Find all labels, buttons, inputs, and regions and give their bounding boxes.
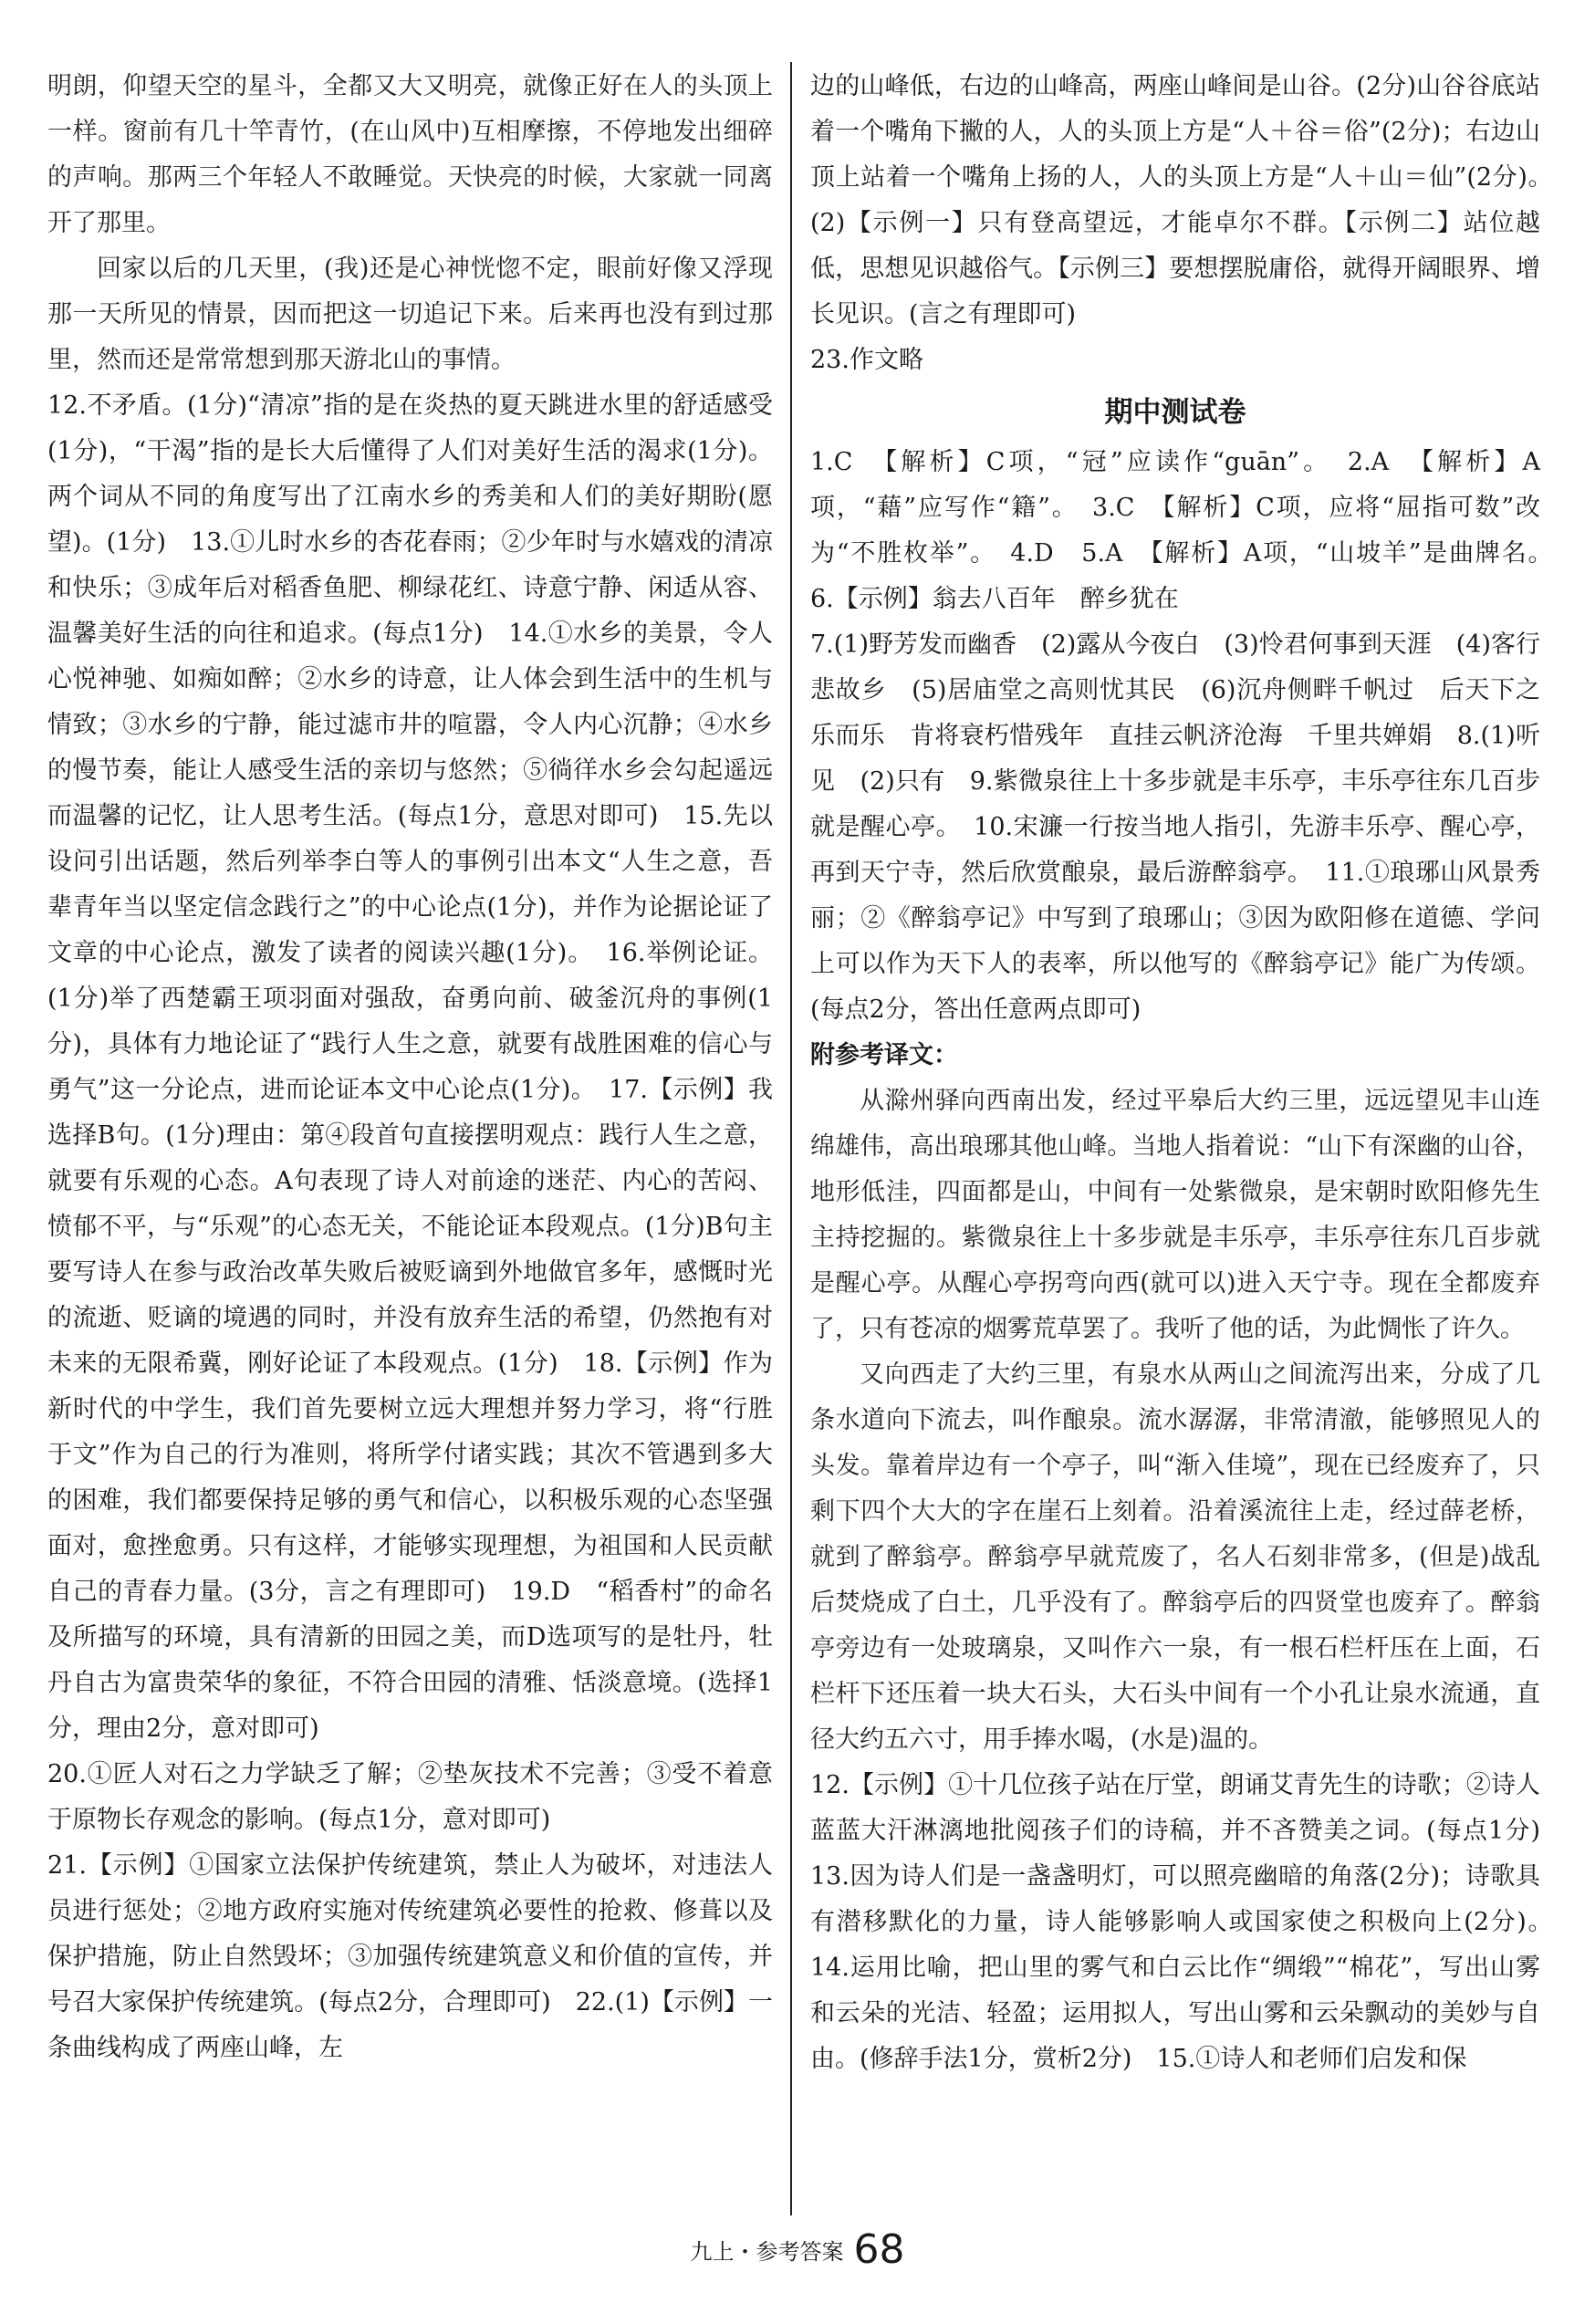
right-column	[810, 64, 1565, 2213]
answer-paragraph: 20.①匠人对石之力学缺乏了解；②垫灰技术不完善；③受不着意于原物长存观念的影响。(每点1分，意对即可)	[47, 1760, 773, 1834]
footer-label: 九上・参考答案	[690, 2239, 844, 2265]
translation-paragraph: 明朗，仰望天空的星斗，全都又大又明亮，就像正好在人的头顶上一样。窗前有几十竿青竹，(在山风中)互相摩擦，不停地发出细碎的声响。那两三个年轻人不敢睡觉。天快亮的时候，大家就一同离开了那里。	[47, 72, 773, 237]
column-divider	[790, 62, 792, 2215]
translation-paragraph: 回家以后的几天里，(我)还是心神恍惚不定，眼前好像又浮现那一天所见的情景，因而把这一切追记下来。后来再也没有到过那里，然而还是常常想到那天游北山的事情。	[47, 255, 773, 374]
answer-paragraph: 12.不矛盾。(1分)“清凉”指的是在炎热的夏天跳进水里的舒适感受(1分)，“干渴”指的是长大后懂得了人们对美好生活的渴求(1分)。两个词从不同的角度写出了江南水乡的秀美和人们的美好期盼(愿望)。(1分) 13.①儿时水乡的杏花春雨；②少年时与水嬉戏的清凉和快乐；③成年后对稻香鱼肥、柳绿花红、诗意宁静、闲适从容、温馨美好生活的向往和追求。(每点1分) 14.①水乡的美景，令人心悦神驰、如痴如醉；②水乡的诗意，让人体会到生活中的生机与情致；③水乡的宁静，能过滤市井的喧嚣，令人内心沉静；④水乡的慢节奏，能让人感受生活的亲切与悠然；⑤徜徉水乡会勾起遥远而温馨的记忆，让人思考生活。(每点1分，意思对即可) 15.先以设问引出话题，然后列举李白等人的事例引出本文“人生之意，吾辈青年当以坚定信念践行之”的中心论点(1分)，并作为论据论证了文章的中心论点，激发了读者的阅读兴趣(1分)。 16.举例论证。(1分)举了西楚霸王项羽面对强敌，奋勇向前、破釜沉舟的事例(1分)，具体有力地论证了“践行人生之意，就要有战胜困难的信心与勇气”这一分论点，进而论证本文中心论点(1分)。 17.【示例】我选择B句。(1分)理由：第④段首句直接摆明观点：践行人生之意，就要有乐观的心态。A句表现了诗人对前途的迷茫、内心的苦闷、愤郁不平，与“乐观”的心态无关，不能论证本段观点。(1分)B句主要写诗人在参与政治改革失败后被贬谪到外地做官多年，感慨时光的流逝、贬谪的境遇的同时，并没有放弃生活的希望，仍然抱有对未来的无限希冀，刚好论证了本段观点。(1分) 18.【示例】作为新时代的中学生，我们首先要树立远大理想并努力学习，将“行胜于文”作为自己的行为准则，将所学付诸实践；其次不管遇到多大的困难，我们都要保持足够的勇气和信心，以积极乐观的心态坚强面对，愈挫愈勇。只有这样，才能够实现理想，为祖国和人民贡献自己的青春力量。(3分，言之有理即可) 19.D “稻香村”的命名及所描写的环境，具有清新的田园之美，而D选项写的是牡丹，牡丹自古为富贵荣华的象征，不符合田园的清雅、恬淡意境。(选择1分，理由2分，意对即可)	[47, 391, 773, 1743]
answer-paragraph: 21.【示例】①国家立法保护传统建筑，禁止人为破坏，对违法人员进行惩处；②地方政府实施对传统建筑必要性的抢救、修葺以及保护措施，防止自然毁坏；③加强传统建筑意义和价值的宣传，并号召大家保护传统建筑。(每点2分，合理即可) 22.(1)【示例】一条曲线构成了两座山峰，左	[47, 1851, 773, 2062]
section-title: 期中测试卷	[1104, 396, 1246, 429]
answer-paragraph: 1.C 【解析】C项，“冠”应读作“guān”。 2.A 【解析】A项，“藉”应写作“籍”。 3.C 【解析】C项，应将“屈指可数”改为“不胜枚举”。 4.D 5.A 【解析】A项，“山坡羊”是曲牌名。 6.【示例】翁去八百年 醉乡犹在	[810, 448, 1565, 613]
answer-paragraph: 12.【示例】①十几位孩子站在厅堂，朗诵艾青先生的诗歌；②诗人蓝蓝大汗淋漓地批阅孩子们的诗稿，并不吝赞美之词。(每点1分) 13.因为诗人们是一盏盏明灯，可以照亮幽暗的角落(2分)；诗歌具有潜移默化的力量，诗人能够影响人或国家使之积极向上(2分)。 14.运用比喻，把山里的雾气和白云比作“绸缎”“棉花”，写出山雾和云朵的光洁、轻盈；运用拟人，写出山雾和云朵飘动的美妙与自由。(修辞手法1分，赏析2分) 15.①诗人和老师们启发和保	[810, 1771, 1565, 2073]
left-column	[47, 64, 773, 2213]
translation-paragraph: 又向西走了大约三里，有泉水从两山之间流泻出来，分成了几条水道向下流去，叫作酿泉。流水潺潺，非常清澈，能够照见人的头发。靠着岸边有一个亭子，叫“渐入佳境”，现在已经废弃了，只剩下四个大大的字在崖石上刻着。沿着溪流往上走，经过薛老桥，就到了醉翁亭。醉翁亭早就荒废了，名人石刻非常多，(但是)战乱后焚烧成了白土，几乎没有了。醉翁亭后的四贤堂也废弃了。醉翁亭旁边有一处玻璃泉，又叫作六一泉，有一根石栏杆压在上面，石栏杆下还压着一块大石头，大石头中间有一个小孔让泉水流通，直径大约五六寸，用手捧水喝，(水是)温的。	[810, 1360, 1540, 1754]
answer-paragraph: 边的山峰低，右边的山峰高，两座山峰间是山谷。(2分)山谷谷底站着一个嘴角下撇的人，人的头顶上方是“人＋谷＝俗”(2分)；右边山顶上站着一个嘴角上扬的人，人的头顶上方是“人＋山＝仙”(2分)。 (2)【示例一】只有登高望远，才能卓尔不群。【示例二】站位越低，思想见识越俗气。【示例三】要想摆脱庸俗，就得开阔眼界、增长见识。(言之有理即可)	[810, 72, 1565, 328]
translation-paragraph: 从滁州驿向西南出发，经过平皋后大约三里，远远望见丰山连绵雄伟，高出琅琊其他山峰。当地人指着说：“山下有深幽的山谷，地形低洼，四面都是山，中间有一处紫微泉，是宋朝时欧阳修先生主持挖掘的。紫微泉往上十多步就是丰乐亭，丰乐亭往东几百步就是醒心亭。从醒心亭拐弯向西(就可以)进入天宁寺。现在全都废弃了，只有苍凉的烟雾荒草罢了。我听了他的话，为此惆怅了许久。	[810, 1087, 1540, 1343]
page-footer	[0, 2226, 1595, 2273]
page-number: 68	[853, 2226, 905, 2273]
answer-paragraph: 23.作文略	[810, 346, 923, 374]
reference-translation-label: 附参考译文：	[810, 1041, 958, 1069]
answer-paragraph: 7.(1)野芳发而幽香 (2)露从今夜白 (3)怜君何事到天涯 (4)客行悲故乡 (5)居庙堂之高则忧其民 (6)沉舟侧畔千帆过 后天下之乐而乐 肯将衰朽惜残年 直挂云帆济沧海 千里共婵娟 8.(1)听见 (2)只有 9.紫微泉往上十多步就是丰乐亭，丰乐亭往东几百步就是醒心亭。 10.宋濂一行按当地人指引，先游丰乐亭、醒心亭，再到天宁寺，然后欣赏酿泉，最后游醉翁亭。 11.①琅琊山风景秀丽；②《醉翁亭记》中写到了琅琊山；③因为欧阳修在道德、学问上可以作为天下人的表率，所以他写的《醉翁亭记》能广为传颂。(每点2分，答出任意两点即可)	[810, 631, 1540, 1024]
